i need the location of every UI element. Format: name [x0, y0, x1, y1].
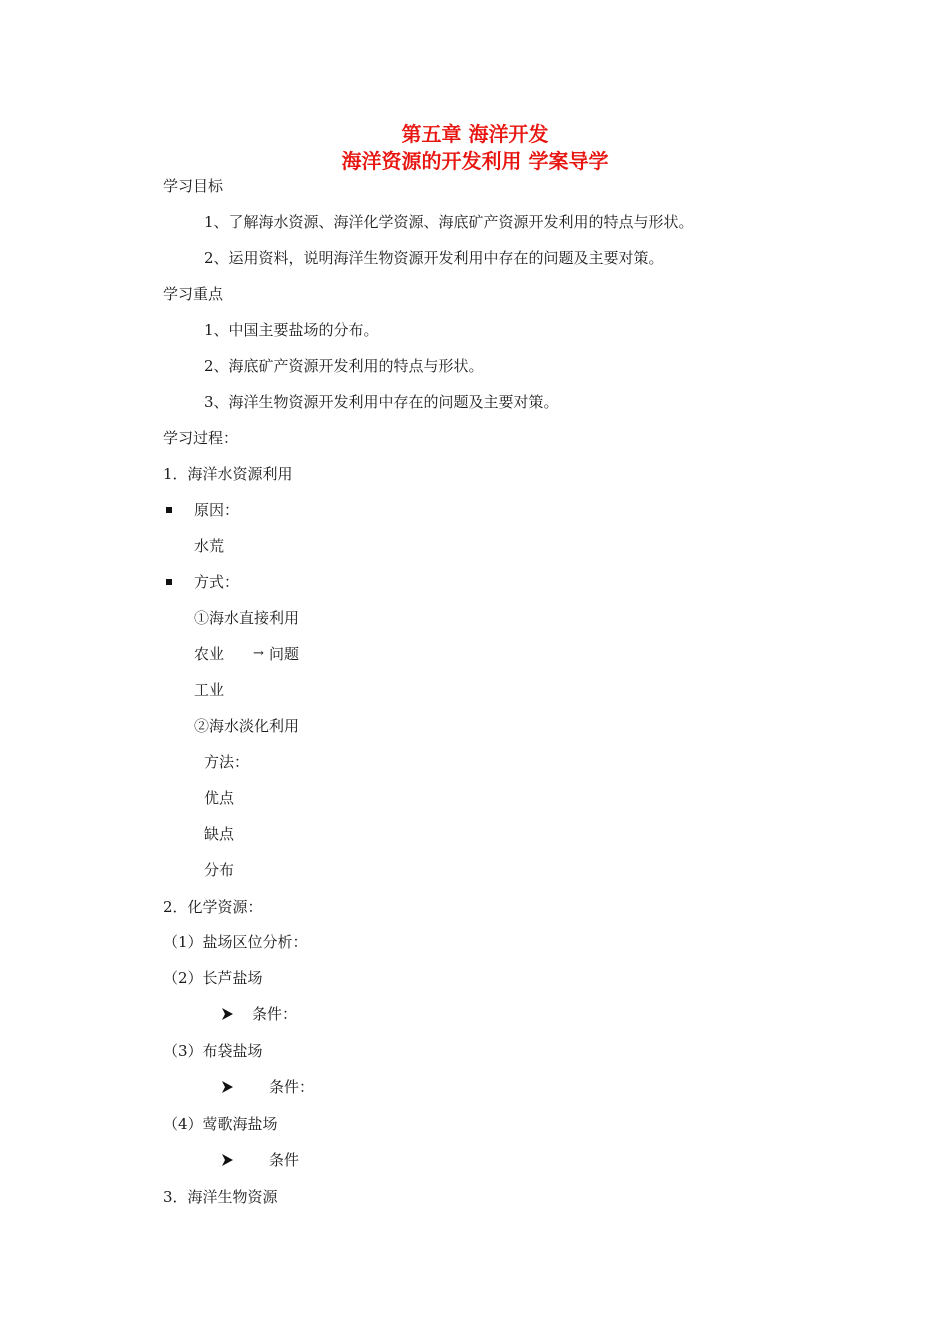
- focus-heading: 学习重点: [163, 285, 224, 303]
- method-label: 方法：: [204, 753, 250, 771]
- direct-use-item: ①海水直接利用: [194, 609, 300, 627]
- focus-3: 3、海洋生物资源开发利用中存在的问题及主要对策。: [204, 393, 559, 411]
- budai-salt-field: （3）布袋盐场: [163, 1042, 263, 1060]
- industry-text: 工业: [194, 681, 225, 699]
- budai-conditions: 条件：: [269, 1078, 315, 1096]
- section-3-heading: 3．海洋生物资源: [163, 1188, 278, 1206]
- changlu-salt-field: （2）长芦盐场: [163, 969, 263, 987]
- salt-field-analysis: （1）盐场区位分析：: [163, 933, 308, 951]
- distribution-label: 分布: [204, 861, 235, 879]
- desalination-item: ②海水淡化利用: [194, 717, 300, 735]
- square-bullet-icon: [166, 579, 172, 585]
- arrowhead-bullet-icon: [222, 1154, 233, 1166]
- arrowhead-bullet-icon: [222, 1081, 233, 1093]
- focus-2: 2、海底矿产资源开发利用的特点与形状。: [204, 357, 484, 375]
- yinggehai-conditions: 条件: [269, 1151, 300, 1169]
- cons-label: 缺点: [204, 825, 235, 843]
- reason-label: 原因：: [194, 501, 240, 519]
- problem-text: 问题: [269, 645, 300, 663]
- arrowhead-bullet-icon: [222, 1008, 233, 1020]
- goals-heading: 学习目标: [163, 177, 224, 195]
- changlu-conditions: 条件：: [252, 1005, 298, 1023]
- focus-1: 1、中国主要盐场的分布。: [204, 321, 379, 339]
- ways-label: 方式：: [194, 573, 240, 591]
- process-heading: 学习过程：: [163, 429, 239, 447]
- square-bullet-icon: [166, 507, 172, 513]
- section-1-heading: 1．海洋水资源利用: [163, 465, 293, 483]
- section-2-heading: 2．化学资源：: [163, 898, 263, 916]
- arrow-right-icon: →: [253, 646, 264, 661]
- goal-1: 1、了解海水资源、海洋化学资源、海底矿产资源开发利用的特点与形状。: [204, 213, 694, 231]
- goal-2: 2、运用资料，说明海洋生物资源开发利用中存在的问题及主要对策。: [204, 249, 664, 267]
- chapter-title: 第五章 海洋开发: [401, 122, 549, 146]
- agriculture-text: 农业: [194, 645, 225, 663]
- lesson-title: 海洋资源的开发利用 学案导学: [341, 149, 609, 173]
- drought-text: 水荒: [194, 537, 225, 555]
- yinggehai-salt-field: （4）莺歌海盐场: [163, 1115, 278, 1133]
- pros-label: 优点: [204, 789, 235, 807]
